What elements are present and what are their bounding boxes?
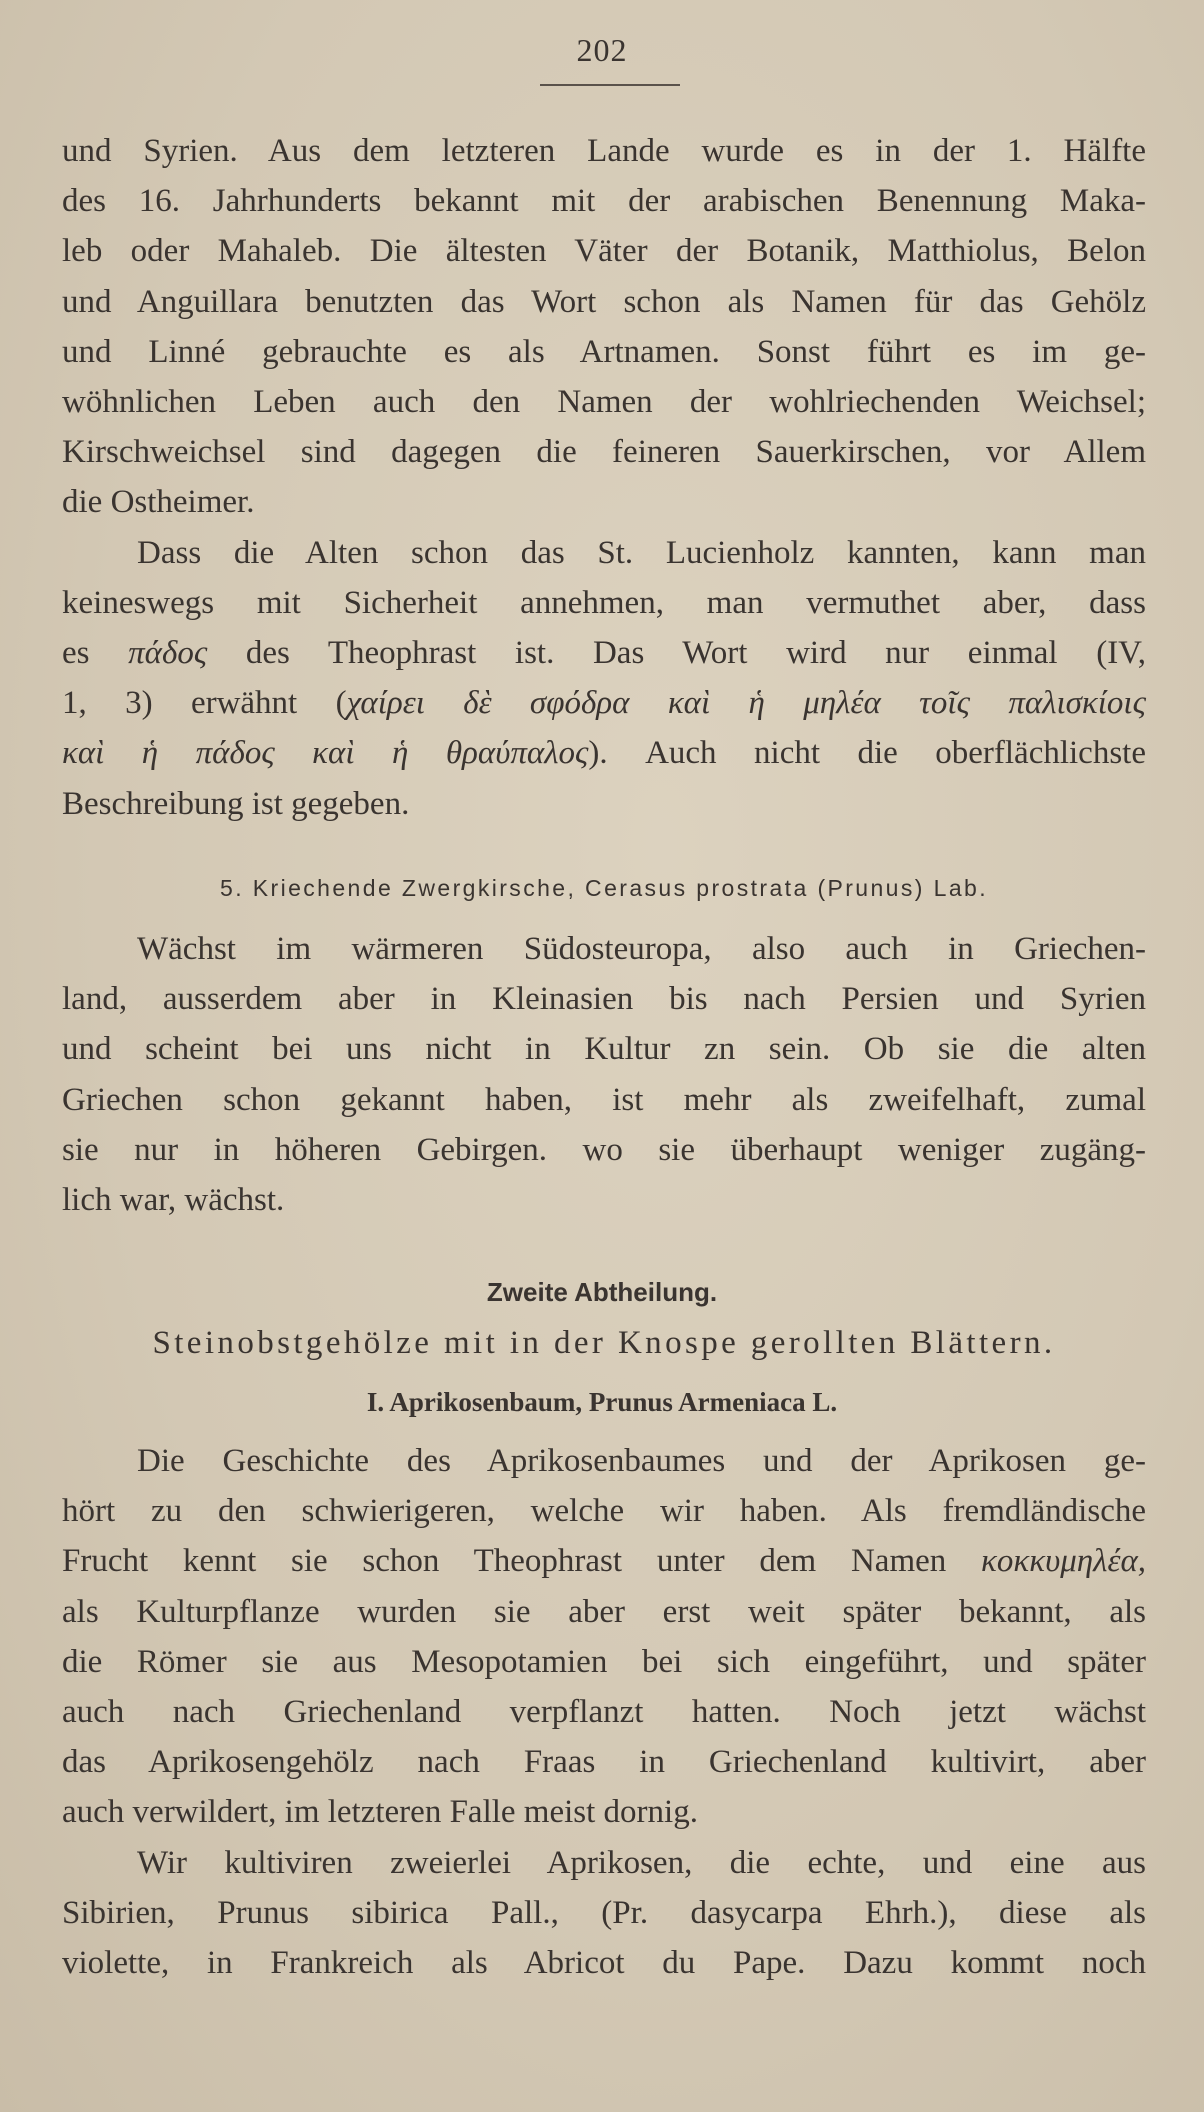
text-run: ). Auch nicht die oberflächlichste <box>588 735 1146 772</box>
text-line: land, ausserdem aber in Kleinasien bis nach Persien und Syrien <box>62 981 1146 1018</box>
paragraph-zwergkirsche <box>62 924 1146 1225</box>
text-run: des Theophrast ist. Das Wort wird nur einmal (IV, <box>245 635 1147 672</box>
text-line: die Römer sie aus Mesopotamien bei sich eingeführt, und später <box>62 1643 1146 1680</box>
text-line: violette, in Frankreich als Abricot du Pape. Dazu kommt noch <box>62 1945 1146 1982</box>
text-line: auch nach Griechenland verpflanzt hatten. Noch jetzt wächst <box>62 1694 1146 1731</box>
text-line <box>62 1536 1146 1586</box>
text-line: und Anguillara benutzten das Wort schon als Namen für das Gehölz <box>62 283 1146 320</box>
text-line: Dass die Alten schon das St. Lucienholz kannten, kann man <box>137 534 1146 571</box>
part-subheading: Steinobstgehölze mit in der Knospe gerollten Blättern. <box>152 1325 1056 1361</box>
text-line: und Syrien. Aus dem letzteren Lande wurde es in der 1. Hälfte <box>62 133 1146 169</box>
paragraph-aprikosen <box>62 1436 1146 1988</box>
text-line: Kirschweichsel sind dagegen die feineren Sauerkirschen, vor Allem <box>62 434 1146 471</box>
text-line <box>62 628 1146 678</box>
text-line <box>62 728 1146 778</box>
text-line: leb oder Mahaleb. Die ältesten Väter der Botanik, Matthiolus, Belon <box>62 233 1146 270</box>
text-line: Beschreibung ist gegeben. <box>62 785 410 822</box>
page-number: 202 <box>576 32 628 68</box>
section-title-aprikosenbaum: I. Aprikosenbaum, Prunus Armeniaca L. <box>366 1387 838 1417</box>
text-line <box>62 678 1146 728</box>
page-number-rule <box>540 84 680 86</box>
text-line: das Aprikosengehölz nach Fraas in Griechenland kultivirt, aber <box>62 1744 1146 1781</box>
greek-word: πάδος <box>128 635 208 672</box>
text-line: Wächst im wärmeren Südosteuropa, also auch in Griechen- <box>137 931 1146 967</box>
paragraph-mahaleb <box>62 126 1146 829</box>
text-line: die Ostheimer. <box>62 484 255 521</box>
text-line: Sibirien, Prunus sibirica Pall., (Pr. dasycarpa Ehrh.), diese als <box>62 1894 1146 1931</box>
text-line: und Linné gebrauchte es als Artnamen. Sonst führt es im ge- <box>62 333 1146 370</box>
text-line: hört zu den schwierigeren, welche wir haben. Als fremdländische <box>62 1493 1146 1530</box>
text-run: Frucht kennt sie schon Theophrast unter dem Namen <box>62 1543 947 1580</box>
greek-quotation: χαίρει δὲ σφόδρα καὶ ἡ μηλέα τοῖς παλισκίοις <box>346 685 1146 722</box>
text-run: es <box>62 635 90 672</box>
text-line: und scheint bei uns nicht in Kultur zn sein. Ob sie die alten <box>62 1031 1146 1068</box>
text-run: 1, 3) erwähnt ( <box>62 685 347 722</box>
text-line: lich war, wächst. <box>62 1182 285 1219</box>
text-line: Die Geschichte des Aprikosenbaumes und der Aprikosen ge- <box>137 1443 1146 1479</box>
text-line: Griechen schon gekannt haben, ist mehr als zweifelhaft, zumal <box>62 1081 1146 1118</box>
text-line: wöhnlichen Leben auch den Namen der wohlriechenden Weichsel; <box>62 384 1146 421</box>
section-heading-zwergkirsche: 5. Kriechende Zwergkirsche, Cerasus prostrata (Prunus) Lab. <box>220 875 988 901</box>
text-line: des 16. Jahrhunderts bekannt mit der arabischen Benennung Maka- <box>62 183 1146 220</box>
text-line: auch verwildert, im letzteren Falle meist dornig. <box>62 1794 698 1831</box>
part-heading: Zweite Abtheilung. <box>486 1277 718 1307</box>
text-line: als Kulturpflanze wurden sie aber erst weit später bekannt, als <box>62 1593 1146 1630</box>
text-line: Wir kultiviren zweierlei Aprikosen, die echte, und eine aus <box>137 1844 1146 1881</box>
text-line: sie nur in höheren Gebirgen. wo sie überhaupt weniger zugäng- <box>62 1131 1146 1168</box>
text-line: keineswegs mit Sicherheit annehmen, man vermuthet aber, dass <box>62 584 1146 621</box>
greek-quotation: καὶ ἡ πάδος καὶ ἡ θραύπαλος <box>62 735 589 772</box>
greek-word: κοκκυμηλέα, <box>981 1543 1147 1580</box>
